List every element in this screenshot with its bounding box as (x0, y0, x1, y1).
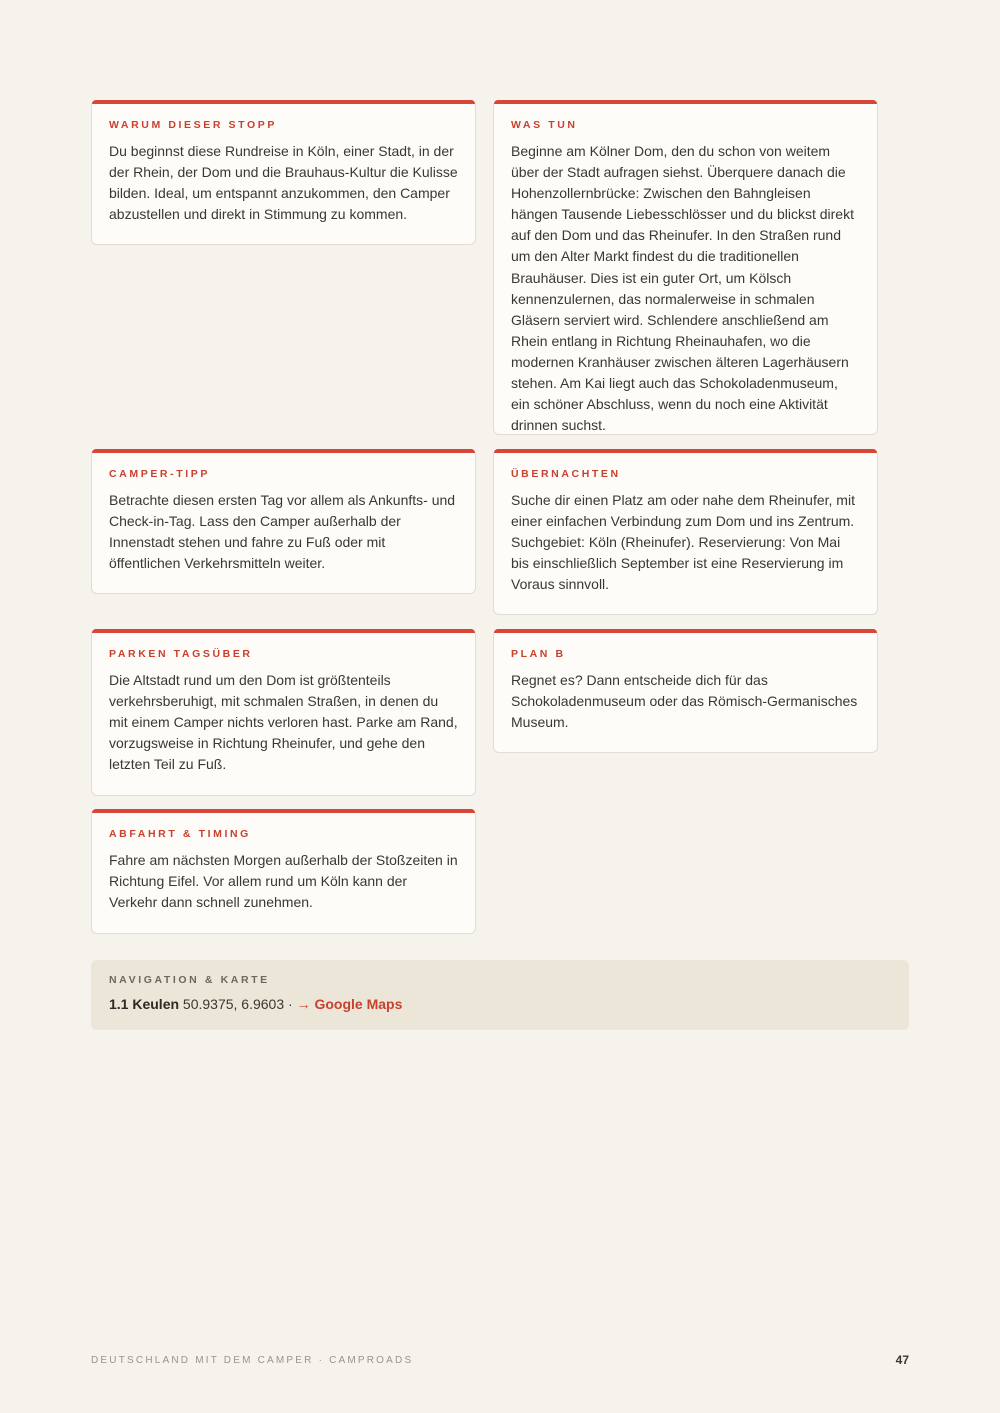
card-text: Regnet es? Dann entscheide dich für das Schokoladenmuseum oder das Römisch-Germanisches Museum. (511, 672, 858, 731)
card-was-tun (493, 100, 878, 435)
navigation-line (109, 996, 891, 1012)
card-parken (91, 629, 476, 796)
card-plan-b (493, 629, 878, 753)
card-warum (91, 100, 476, 245)
card-text: Suche dir einen Platz am oder nahe dem Rheinufer, mit einer einfachen Verbindung zum Dom und ins Zentrum. Suchgebiet: Köln (Rheinufer). Reservierung: Von Mai bis einschließlich September ist eine Reservierung im Voraus sinnvoll. (511, 492, 855, 593)
card-text: Betrachte diesen ersten Tag vor allem als Ankunfts- und Check-in-Tag. Lass den Camper außerhalb der Innenstadt stehen und fahre zu Fuß oder mit öffentlichen Verkehrsmitteln weiter. (109, 492, 456, 572)
card-text: Die Altstadt rund um den Dom ist größtenteils verkehrsberuhigt, mit schmalen Straßen, in denen du mit einem Camper nichts verloren hast. Parke am Rand, vorzugsweise in Richtung Rheinufer, und gehe den letzten Teil zu Fuß. (109, 672, 458, 773)
card-title: PLAN B (511, 648, 566, 660)
coordinates: 50.9375, 6.9603 · (179, 996, 297, 1012)
card-title: ABFAHRT & TIMING (109, 828, 251, 840)
card-camper-tipp (91, 449, 476, 594)
card-title: PARKEN TAGSÜBER (109, 648, 253, 660)
card-abfahrt (91, 809, 476, 934)
footer-title: DEUTSCHLAND MIT DEM CAMPER · CAMPROADS (91, 1355, 414, 1366)
google-maps-link[interactable]: → Google Maps (296, 996, 403, 1012)
navigation-box (91, 960, 909, 1030)
card-text: Du beginnst diese Rundreise in Köln, einer Stadt, in der der Rhein, der Dom und die Brauhaus-Kultur die Kulisse bilden. Ideal, um entspannt anzukommen, den Camper abzustellen und direkt in Stimmung zu kommen. (109, 143, 458, 223)
card-text: Fahre am nächsten Morgen außerhalb der Stoßzeiten in Richtung Eifel. Vor allem rund um Köln kann der Verkehr dann schnell zunehmen. (109, 852, 458, 911)
card-title: ÜBERNACHTEN (511, 468, 621, 480)
card-text: Beginne am Kölner Dom, den du schon von weitem über der Stadt aufragen siehst. Überquere danach die Hohenzollernbrücke: Zwischen den Bahngleisen hängen Tausende Liebesschlösser und du blickst direkt auf den Dom und das Rheinufer. In den Straßen rund um den Alter Markt findest du die traditionellen Brauhäuser. Dies ist ein guter Ort, um Kölsch kennenzulernen, das normalerweise in schmalen Gläsern serviert wird. Schlendere anschließend am Rhein entlang in Richtung Rheinauhafen, wo die modernen Kranhäuser zwischen älteren Lagerhäusern stehen. Am Kai liegt auch das Schokoladenmuseum, ein schöner Abschluss, wenn du noch eine Aktivität drinnen suchst. (511, 143, 854, 434)
navigation-title: NAVIGATION & KARTE (109, 974, 270, 986)
page-number: 47 (895, 1353, 909, 1367)
card-title: WARUM DIESER STOPP (109, 119, 277, 131)
card-title: WAS TUN (511, 119, 578, 131)
place-name: 1.1 Keulen (109, 996, 180, 1012)
card-uebernachten (493, 449, 878, 615)
card-title: CAMPER-TIPP (109, 468, 210, 480)
